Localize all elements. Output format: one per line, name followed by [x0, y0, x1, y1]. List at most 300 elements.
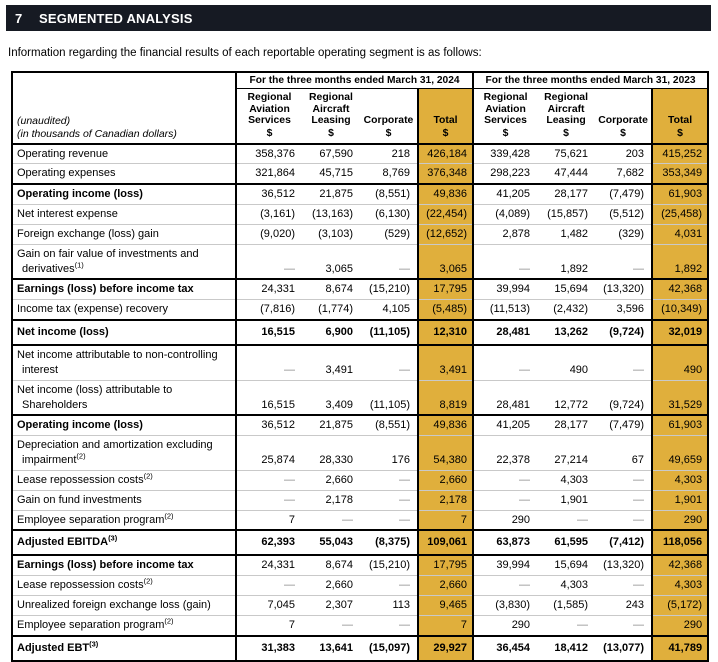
value-cell: — — [473, 576, 537, 596]
total-value-cell: 1,901 — [652, 490, 708, 510]
total-value-cell: 61,903 — [652, 184, 708, 204]
row-label-text: Operating revenue — [17, 147, 109, 160]
row-label — [12, 144, 236, 164]
row-label — [12, 380, 236, 415]
unit-note-line: (unaudited) — [17, 115, 71, 128]
total-value-cell: 3,065 — [418, 244, 473, 279]
value-cell: 1,901 — [537, 490, 595, 510]
column-unit: $ — [677, 127, 683, 139]
row-label — [12, 490, 236, 510]
table-section — [12, 636, 708, 661]
value-cell: 36,512 — [261, 188, 295, 201]
table-row — [12, 279, 708, 299]
value-cell: 41,205 — [496, 419, 531, 432]
column-header-line: Leasing — [546, 115, 586, 127]
row-label-text: Operating income (loss) — [17, 188, 143, 201]
footnote-marker: (2) — [164, 510, 174, 520]
row-label-text: Adjusted EBITDA — [17, 536, 109, 549]
column-unit: $ — [442, 127, 449, 139]
value-cell: 3,596 — [595, 300, 652, 320]
row-label-text: Net income attributable to non-controlling interest — [17, 349, 218, 376]
table-section — [12, 415, 708, 530]
table-row — [12, 490, 708, 510]
value-cell: — — [473, 244, 537, 279]
value-cell: — — [595, 244, 652, 279]
table-row — [12, 415, 708, 435]
value-cell: 243 — [595, 595, 652, 615]
total-value-cell: 4,303 — [652, 470, 708, 490]
value-cell: 7,045 — [236, 595, 302, 615]
value-cell: — — [537, 615, 595, 635]
table-section — [12, 530, 708, 555]
row-label — [12, 636, 236, 661]
total-value-cell: 9,465 — [418, 595, 473, 615]
total-value-cell: 2,660 — [418, 470, 473, 490]
value-cell: 2,878 — [473, 224, 537, 244]
column-header-line: Regional — [544, 92, 588, 103]
value-cell: — — [302, 615, 360, 635]
table-section — [12, 345, 708, 415]
value-cell: — — [399, 363, 410, 376]
total-value-cell: 42,368 — [652, 279, 708, 299]
total-value-cell: 490 — [652, 345, 708, 380]
footnote-marker: (2) — [76, 451, 86, 461]
value-cell: (3,161) — [236, 205, 302, 225]
value-cell: (1,585) — [537, 595, 595, 615]
row-label-text: Income tax (expense) recovery — [17, 303, 169, 316]
value-cell: 490 — [569, 363, 589, 376]
total-value-cell: (5,172) — [652, 595, 708, 615]
value-cell: (8,551) — [375, 188, 410, 201]
total-value-cell: 54,380 — [418, 436, 473, 471]
row-label — [12, 555, 236, 575]
value-cell: 61,595 — [554, 536, 589, 549]
value-cell: 2,307 — [302, 595, 360, 615]
table-row — [12, 184, 708, 204]
row-label — [12, 510, 236, 530]
value-cell: 28,177 — [554, 419, 589, 432]
table-row — [12, 436, 708, 471]
footnote-marker: (2) — [164, 616, 174, 626]
total-value-cell: 17,795 — [418, 555, 473, 575]
value-cell: 4,105 — [360, 300, 418, 320]
column-unit: $ — [328, 127, 334, 139]
value-cell: 41,205 — [496, 188, 531, 201]
row-label — [12, 164, 236, 184]
column-header-line: Regional — [247, 92, 292, 103]
total-value-cell: 41,789 — [652, 636, 708, 661]
table-section — [12, 555, 708, 635]
row-label — [12, 205, 236, 225]
column-header — [473, 89, 537, 144]
footnote-marker: (3) — [89, 639, 99, 648]
value-cell: (1,774) — [302, 300, 360, 320]
value-cell: 339,428 — [490, 147, 531, 160]
column-header-line: Leasing — [311, 115, 351, 127]
column-header-label — [238, 92, 301, 127]
value-cell: (7,412) — [609, 536, 645, 549]
column-header-line: Aircraft — [312, 103, 350, 115]
value-cell: 24,331 — [261, 283, 295, 296]
row-label — [12, 184, 236, 204]
value-cell: — — [236, 490, 302, 510]
value-cell: 203 — [625, 147, 645, 160]
value-cell: 62,393 — [261, 536, 295, 549]
value-cell: — — [360, 244, 418, 279]
column-header — [302, 89, 360, 144]
table-row — [12, 205, 708, 225]
header-row-periods — [12, 72, 708, 89]
value-cell: 4,303 — [537, 576, 595, 596]
value-cell: 16,515 — [261, 326, 295, 339]
value-cell: 27,214 — [537, 436, 595, 471]
value-cell: (8,375) — [375, 536, 410, 549]
column-header-label — [596, 115, 650, 127]
value-cell: (15,857) — [537, 205, 595, 225]
value-cell: 7 — [236, 510, 302, 530]
row-label-text: Gain on fund investments — [17, 493, 142, 506]
value-cell: 8,769 — [360, 164, 418, 184]
column-unit: $ — [266, 127, 273, 139]
value-cell: — — [519, 363, 531, 376]
column-header-label — [475, 92, 536, 127]
value-cell: 75,621 — [554, 147, 589, 160]
value-cell: — — [360, 615, 418, 635]
value-cell: 36,454 — [496, 641, 531, 654]
row-label-text: Employee separation program — [17, 618, 165, 631]
table-row — [12, 636, 708, 661]
value-cell: — — [595, 510, 652, 530]
total-value-cell: 12,310 — [418, 320, 473, 345]
total-value-cell: 109,061 — [418, 530, 473, 555]
total-value-cell: 1,892 — [652, 244, 708, 279]
unit-note-line: (in thousands of Canadian dollars) — [17, 127, 177, 140]
column-header — [236, 89, 302, 144]
value-cell: — — [236, 470, 302, 490]
row-label — [12, 279, 236, 299]
value-cell: 16,515 — [236, 380, 302, 415]
section-number: 7 — [15, 10, 23, 26]
value-cell: (5,512) — [595, 205, 652, 225]
value-cell: 2,660 — [302, 576, 360, 596]
value-cell: — — [633, 363, 645, 376]
value-cell: 8,674 — [325, 283, 353, 296]
section-title: SEGMENTED ANALYSIS — [39, 10, 193, 26]
column-unit: $ — [620, 127, 626, 139]
value-cell: 15,694 — [554, 283, 589, 296]
total-value-cell: 290 — [652, 615, 708, 635]
table-section — [12, 184, 708, 279]
value-cell: 15,694 — [554, 559, 589, 572]
table-section — [12, 320, 708, 345]
total-value-cell: 49,836 — [418, 415, 473, 435]
column-header-line: Regional — [309, 92, 353, 103]
column-header — [418, 89, 473, 144]
value-cell: 7,682 — [595, 164, 652, 184]
value-cell: (329) — [595, 224, 652, 244]
value-cell: 358,376 — [255, 147, 295, 160]
table-row — [12, 530, 708, 555]
value-cell: (3,103) — [302, 224, 360, 244]
value-cell: 290 — [473, 615, 537, 635]
total-value-cell: (5,485) — [418, 300, 473, 320]
value-cell: — — [360, 470, 418, 490]
value-cell: 290 — [473, 510, 537, 530]
column-header-line: Total — [433, 115, 458, 127]
total-value-cell: 17,795 — [418, 279, 473, 299]
row-label-text: Unrealized foreign exchange loss (gain) — [17, 598, 211, 611]
column-unit: $ — [385, 127, 392, 139]
row-label-text: Lease repossession costs — [17, 579, 144, 592]
footnote-marker: (2) — [143, 471, 153, 481]
value-cell: 3,065 — [302, 244, 360, 279]
value-cell: 7 — [236, 615, 302, 635]
value-cell: (13,077) — [603, 641, 645, 654]
table-row — [12, 510, 708, 530]
total-value-cell: 426,184 — [418, 144, 473, 164]
value-cell: 25,874 — [236, 436, 302, 471]
value-cell: 28,481 — [496, 326, 531, 339]
total-value-cell: (25,458) — [652, 205, 708, 225]
table-unit-note — [12, 72, 236, 144]
column-header-line: Services — [248, 115, 291, 127]
period-header: For the three months ended March 31, 2023 — [473, 72, 708, 89]
row-label — [12, 470, 236, 490]
period-header: For the three months ended March 31, 2024 — [236, 72, 473, 89]
total-value-cell: 4,303 — [652, 576, 708, 596]
value-cell: 1,892 — [537, 244, 595, 279]
value-cell: 1,482 — [537, 224, 595, 244]
value-cell: 47,444 — [537, 164, 595, 184]
value-cell: 2,178 — [302, 490, 360, 510]
row-label-text: Net interest expense — [17, 208, 118, 221]
table-row — [12, 470, 708, 490]
value-cell: 21,875 — [319, 188, 353, 201]
footnote-marker: (2) — [143, 576, 153, 586]
value-cell: 218 — [391, 147, 410, 160]
total-value-cell: 118,056 — [652, 530, 708, 555]
total-value-cell: 2,178 — [418, 490, 473, 510]
column-header-line: Services — [484, 115, 527, 127]
total-value-cell: (10,349) — [652, 300, 708, 320]
column-unit: $ — [563, 127, 569, 139]
value-cell: 67,590 — [319, 147, 353, 160]
row-label-text: Gain on fair value of investments and derivatives — [17, 247, 199, 275]
row-label — [12, 320, 236, 345]
table-row — [12, 300, 708, 320]
total-value-cell: 2,660 — [418, 576, 473, 596]
value-cell: 113 — [360, 595, 418, 615]
row-label — [12, 530, 236, 555]
value-cell: (7,816) — [236, 300, 302, 320]
row-label-text: Employee separation program — [17, 513, 165, 526]
value-cell: (7,479) — [609, 188, 645, 201]
column-header-line: Regional — [483, 92, 528, 103]
table-row — [12, 555, 708, 575]
footnote-marker: (3) — [108, 533, 118, 543]
value-cell: (13,320) — [603, 283, 645, 296]
row-label-text: Foreign exchange (loss) gain — [17, 227, 159, 240]
column-header-label — [361, 115, 416, 127]
row-label — [12, 300, 236, 320]
total-value-cell: 32,019 — [652, 320, 708, 345]
value-cell: (9,724) — [595, 380, 652, 415]
value-cell: (3,830) — [473, 595, 537, 615]
table-row — [12, 595, 708, 615]
value-cell: (8,551) — [375, 419, 410, 432]
column-header-line: Corporate — [598, 115, 648, 127]
value-cell: 3,491 — [325, 363, 353, 376]
column-header-line: Aviation — [485, 103, 526, 115]
value-cell: — — [595, 615, 652, 635]
value-cell: 13,641 — [319, 641, 353, 654]
total-value-cell: 49,659 — [652, 436, 708, 471]
total-value-cell: 4,031 — [652, 224, 708, 244]
value-cell: 55,043 — [319, 536, 353, 549]
value-cell: (7,479) — [609, 419, 645, 432]
value-cell: 24,331 — [261, 559, 295, 572]
value-cell: (2,432) — [537, 300, 595, 320]
table-row — [12, 244, 708, 279]
total-value-cell: 353,349 — [652, 164, 708, 184]
value-cell: — — [284, 363, 295, 376]
value-cell: 45,715 — [302, 164, 360, 184]
value-cell: — — [595, 470, 652, 490]
total-value-cell: 8,819 — [418, 380, 473, 415]
column-header — [360, 89, 418, 144]
column-header-label — [538, 92, 594, 127]
column-header-label — [654, 115, 706, 127]
row-label-text: Operating income (loss) — [17, 419, 143, 432]
value-cell: 22,378 — [473, 436, 537, 471]
value-cell: — — [360, 490, 418, 510]
total-value-cell: 415,252 — [652, 144, 708, 164]
table-row — [12, 576, 708, 596]
row-label — [12, 436, 236, 471]
value-cell: (11,105) — [369, 326, 410, 339]
column-header — [537, 89, 595, 144]
row-label — [12, 224, 236, 244]
value-cell: (4,089) — [473, 205, 537, 225]
column-header-label — [303, 92, 359, 127]
value-cell: — — [302, 510, 360, 530]
value-cell: 176 — [360, 436, 418, 471]
value-cell: 4,303 — [537, 470, 595, 490]
value-cell: 18,412 — [554, 641, 589, 654]
footnote-marker: (1) — [74, 259, 84, 269]
value-cell: 31,383 — [261, 641, 295, 654]
value-cell: 28,330 — [302, 436, 360, 471]
value-cell: 28,177 — [554, 188, 589, 201]
value-cell: 36,512 — [261, 419, 295, 432]
total-value-cell: 376,348 — [418, 164, 473, 184]
row-label — [12, 595, 236, 615]
column-header-line: Corporate — [363, 115, 414, 127]
value-cell: (15,210) — [369, 283, 410, 296]
column-header-line: Aircraft — [547, 103, 585, 115]
value-cell: 28,481 — [473, 380, 537, 415]
value-cell: — — [595, 490, 652, 510]
row-label-text: Net income (loss) attributable to Shareholders — [17, 383, 173, 411]
total-value-cell: 7 — [418, 615, 473, 635]
total-value-cell: 290 — [652, 510, 708, 530]
row-label — [12, 345, 236, 380]
value-cell: — — [595, 576, 652, 596]
row-label-text: Adjusted EBT — [17, 641, 90, 654]
value-cell: (13,320) — [603, 559, 645, 572]
value-cell: 39,994 — [496, 283, 531, 296]
value-cell: 2,660 — [302, 470, 360, 490]
value-cell: — — [473, 490, 537, 510]
value-cell: — — [537, 510, 595, 530]
total-value-cell: (12,652) — [418, 224, 473, 244]
total-value-cell: 61,903 — [652, 415, 708, 435]
value-cell: — — [473, 470, 537, 490]
value-cell: (6,130) — [360, 205, 418, 225]
total-value-cell: 3,491 — [418, 345, 473, 380]
table-row — [12, 380, 708, 415]
value-cell: (15,210) — [369, 559, 410, 572]
row-label-text: Net income (loss) — [17, 326, 109, 339]
value-cell: 39,994 — [496, 559, 531, 572]
value-cell: 63,873 — [496, 536, 531, 549]
value-cell: 13,262 — [554, 326, 589, 339]
column-header-line: Aviation — [249, 103, 290, 115]
value-cell: (9,724) — [609, 326, 645, 339]
value-cell: 3,409 — [302, 380, 360, 415]
section-title-bar — [6, 5, 711, 31]
value-cell: (9,020) — [236, 224, 302, 244]
value-cell: 67 — [595, 436, 652, 471]
column-header — [595, 89, 652, 144]
value-cell: (529) — [360, 224, 418, 244]
table-row — [12, 224, 708, 244]
row-label — [12, 244, 236, 279]
value-cell: 12,772 — [537, 380, 595, 415]
value-cell: 6,900 — [325, 326, 353, 339]
table-section — [12, 279, 708, 320]
value-cell: — — [360, 576, 418, 596]
value-cell: — — [360, 510, 418, 530]
row-label-text: Earnings (loss) before income tax — [17, 559, 194, 572]
column-header-label — [420, 115, 471, 127]
value-cell: (11,105) — [360, 380, 418, 415]
row-label — [12, 415, 236, 435]
value-cell: 298,223 — [473, 164, 537, 184]
total-value-cell: 31,529 — [652, 380, 708, 415]
value-cell: — — [236, 244, 302, 279]
row-label-text: Earnings (loss) before income tax — [17, 283, 194, 296]
table-section — [12, 144, 708, 185]
value-cell: — — [236, 576, 302, 596]
table-row — [12, 615, 708, 635]
column-header — [652, 89, 708, 144]
row-label-text: Depreciation and amortization excluding impairment — [17, 439, 213, 467]
segmented-analysis-table — [11, 71, 709, 662]
total-value-cell: 7 — [418, 510, 473, 530]
value-cell: 321,864 — [236, 164, 302, 184]
row-label — [12, 615, 236, 635]
column-unit: $ — [502, 127, 509, 139]
table-row — [12, 320, 708, 345]
total-value-cell: 42,368 — [652, 555, 708, 575]
table-row — [12, 164, 708, 184]
intro-text: Information regarding the financial results of each reportable operating segment is as follows: — [8, 47, 482, 59]
value-cell: (13,163) — [302, 205, 360, 225]
value-cell: 21,875 — [319, 419, 353, 432]
total-value-cell: (22,454) — [418, 205, 473, 225]
row-label — [12, 576, 236, 596]
